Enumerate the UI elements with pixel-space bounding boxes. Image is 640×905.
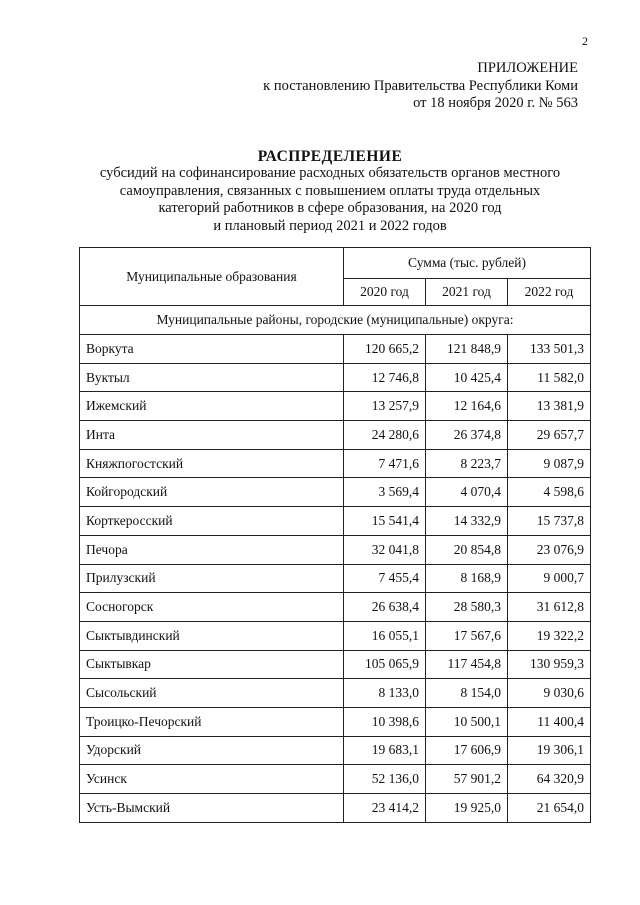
amount-cell: 9 000,7 [508, 564, 591, 593]
table-row [80, 650, 591, 679]
municipality-name: Сысольский [80, 679, 344, 708]
amount-cell: 7 455,4 [344, 564, 426, 593]
table-row [80, 363, 591, 392]
column-header-year: 2022 год [508, 279, 591, 306]
table-row [80, 507, 591, 536]
amount-cell: 12 164,6 [426, 392, 508, 421]
amount-cell: 4 070,4 [426, 478, 508, 507]
column-header-entities: Муниципальные образования [80, 248, 344, 306]
amount-cell: 9 087,9 [508, 449, 591, 478]
table-row [80, 794, 591, 823]
municipality-name: Усинск [80, 765, 344, 794]
municipality-name: Воркута [80, 335, 344, 364]
appendix-decree: к постановлению Правительства Республики Коми [263, 77, 578, 94]
amount-cell: 19 683,1 [344, 736, 426, 765]
subtitle-line: и плановый период 2021 и 2022 годов [213, 217, 447, 234]
document-subtitle [0, 165, 640, 235]
appendix-label: ПРИЛОЖЕНИЕ [477, 60, 578, 76]
amount-cell: 29 657,7 [508, 421, 591, 450]
municipality-name: Сыктывкар [80, 650, 344, 679]
appendix-date: от 18 ноября 2020 г. № 563 [413, 95, 578, 111]
amount-cell: 64 320,9 [508, 765, 591, 794]
amount-cell: 17 606,9 [426, 736, 508, 765]
municipality-name: Вуктыл [80, 363, 344, 392]
municipality-name: Корткеросский [80, 507, 344, 536]
municipality-name: Инта [80, 421, 344, 450]
table-row [80, 593, 591, 622]
amount-cell: 20 854,8 [426, 535, 508, 564]
document-title: РАСПРЕДЕЛЕНИЕ [257, 148, 403, 165]
municipality-name: Ижемский [80, 392, 344, 421]
amount-cell: 52 136,0 [344, 765, 426, 794]
table-row [80, 392, 591, 421]
amount-cell: 3 569,4 [344, 478, 426, 507]
amount-cell: 8 154,0 [426, 679, 508, 708]
amount-cell: 10 425,4 [426, 363, 508, 392]
municipality-name: Княжпогостский [80, 449, 344, 478]
municipality-name: Усть-Вымский [80, 794, 344, 823]
amount-cell: 130 959,3 [508, 650, 591, 679]
column-header-year: 2021 год [426, 279, 508, 306]
subtitle-line: субсидий на софинансирование расходных обязательств органов местного [99, 165, 561, 181]
amount-cell: 26 638,4 [344, 593, 426, 622]
amount-cell: 15 541,4 [344, 507, 426, 536]
municipality-name: Троицко-Печорский [80, 707, 344, 736]
amount-cell: 17 567,6 [426, 621, 508, 650]
appendix-header [263, 60, 578, 113]
amount-cell: 32 041,8 [344, 535, 426, 564]
amount-cell: 23 076,9 [508, 535, 591, 564]
amount-cell: 24 280,6 [344, 421, 426, 450]
amount-cell: 12 746,8 [344, 363, 426, 392]
municipality-name: Печора [80, 535, 344, 564]
amount-cell: 13 381,9 [508, 392, 591, 421]
amount-cell: 105 065,9 [344, 650, 426, 679]
table-row [80, 736, 591, 765]
table-row [80, 449, 591, 478]
amount-cell: 11 400,4 [508, 707, 591, 736]
amount-cell: 121 848,9 [426, 335, 508, 364]
table-row [80, 478, 591, 507]
amount-cell: 10 500,1 [426, 707, 508, 736]
amount-cell: 19 306,1 [508, 736, 591, 765]
amount-cell: 16 055,1 [344, 621, 426, 650]
table-row [80, 335, 591, 364]
table-row [80, 707, 591, 736]
page-number: 2 [582, 34, 588, 48]
table-row [80, 421, 591, 450]
amount-cell: 11 582,0 [508, 363, 591, 392]
column-header-sum: Сумма (тыс. рублей) [344, 248, 591, 279]
amount-cell: 9 030,6 [508, 679, 591, 708]
amount-cell: 26 374,8 [426, 421, 508, 450]
subtitle-line: самоуправления, связанных с повышением оплаты труда отдельных [119, 182, 541, 199]
amount-cell: 4 598,6 [508, 478, 591, 507]
amount-cell: 28 580,3 [426, 593, 508, 622]
group-heading: Муниципальные районы, городские (муниципальные) округа: [80, 306, 591, 335]
amount-cell: 21 654,0 [508, 794, 591, 823]
amount-cell: 133 501,3 [508, 335, 591, 364]
amount-cell: 57 901,2 [426, 765, 508, 794]
table-row [80, 535, 591, 564]
column-header-year: 2020 год [344, 279, 426, 306]
municipality-name: Койгородский [80, 478, 344, 507]
amount-cell: 120 665,2 [344, 335, 426, 364]
municipality-name: Сыктывдинский [80, 621, 344, 650]
amount-cell: 117 454,8 [426, 650, 508, 679]
municipality-name: Удорский [80, 736, 344, 765]
amount-cell: 8 223,7 [426, 449, 508, 478]
municipality-name: Прилузский [80, 564, 344, 593]
amount-cell: 19 322,2 [508, 621, 591, 650]
amount-cell: 8 168,9 [426, 564, 508, 593]
amount-cell: 19 925,0 [426, 794, 508, 823]
amount-cell: 8 133,0 [344, 679, 426, 708]
amount-cell: 23 414,2 [344, 794, 426, 823]
amount-cell: 7 471,6 [344, 449, 426, 478]
amount-cell: 15 737,8 [508, 507, 591, 536]
municipality-name: Сосногорск [80, 593, 344, 622]
table-row [80, 564, 591, 593]
table-row [80, 679, 591, 708]
table-row [80, 621, 591, 650]
distribution-table [79, 247, 591, 823]
subtitle-line: категорий работников в сфере образования, на 2020 год [158, 200, 502, 216]
amount-cell: 14 332,9 [426, 507, 508, 536]
amount-cell: 13 257,9 [344, 392, 426, 421]
table-row [80, 765, 591, 794]
amount-cell: 10 398,6 [344, 707, 426, 736]
amount-cell: 31 612,8 [508, 593, 591, 622]
